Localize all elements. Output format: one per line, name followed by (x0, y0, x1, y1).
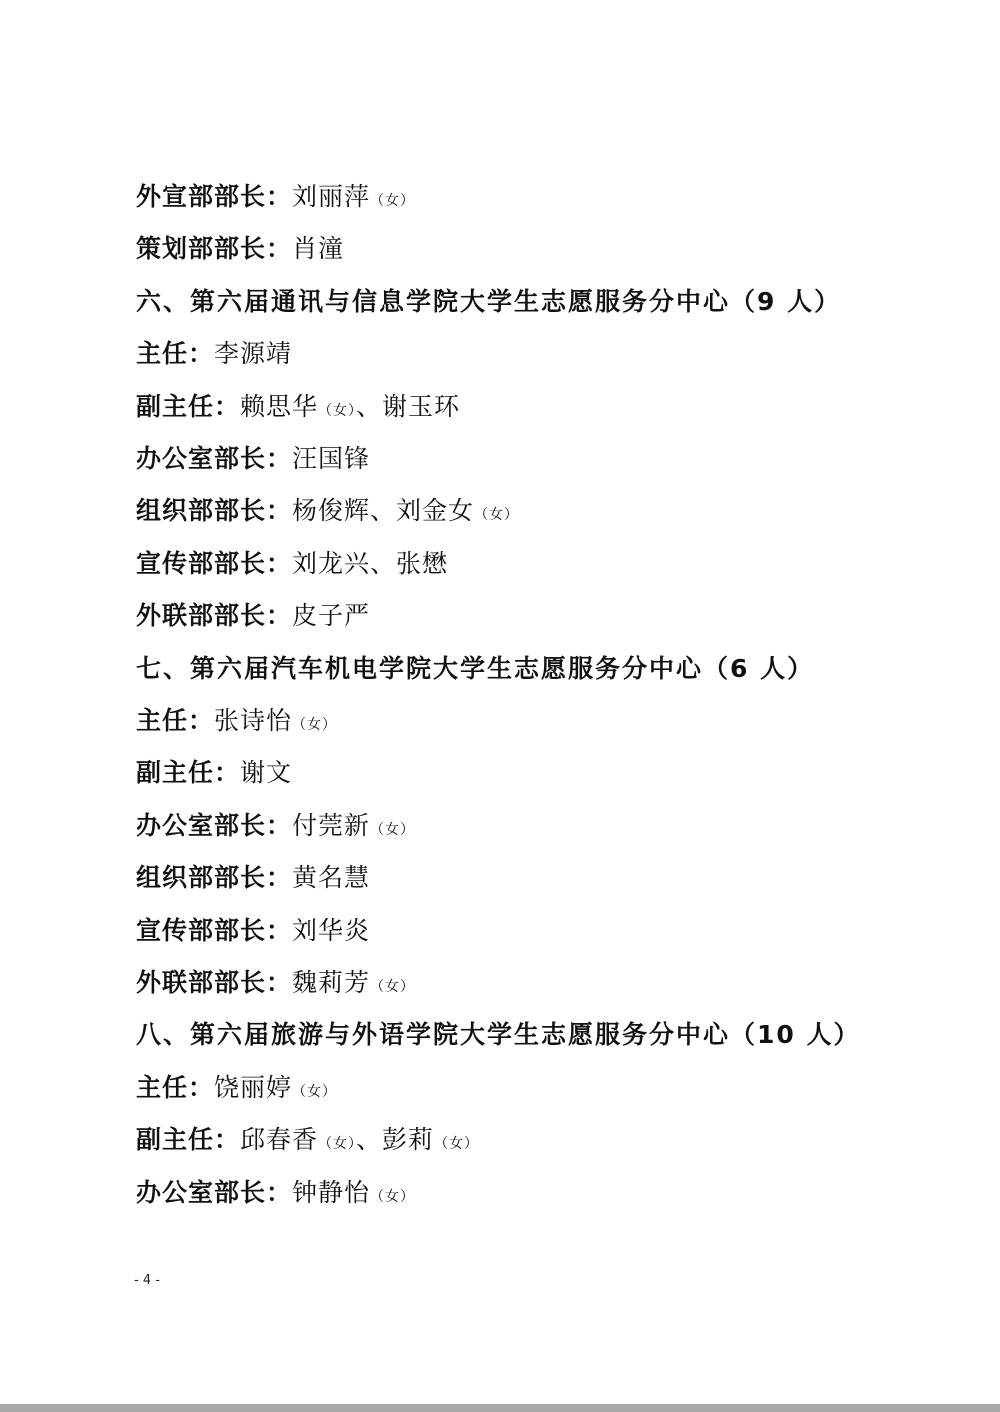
person-name: 谢玉环 (382, 391, 461, 421)
page-number: - 4 - (134, 1273, 160, 1288)
role-label: 办公室部长： (136, 1177, 293, 1207)
person-name: 黄名慧 (292, 863, 371, 893)
role-label: 主任： (136, 339, 215, 369)
role-line (136, 177, 896, 217)
gender-note: （女） (370, 1188, 416, 1205)
person-name: 刘金女 (396, 496, 475, 526)
role-label: 主任： (136, 1072, 215, 1102)
role-line (136, 753, 896, 793)
person-name: 杨俊辉 (292, 496, 371, 526)
person-name: 肖潼 (292, 234, 345, 264)
role-label: 主任： (136, 706, 215, 735)
person-name: 刘丽萍 (292, 182, 371, 211)
gender-note: （女） (318, 1136, 357, 1153)
role-line (136, 1068, 896, 1108)
role-line (136, 334, 896, 374)
role-line (136, 1173, 896, 1213)
gender-note: （女） (318, 402, 357, 419)
bottom-scrollbar-track[interactable] (0, 1404, 1000, 1412)
name-separator: 、 (370, 548, 397, 578)
role-label: 外联部部长： (136, 601, 293, 631)
name-separator: 、 (356, 1125, 383, 1155)
role-label: 外宣部部长： (136, 182, 293, 211)
person-name: 谢文 (240, 758, 293, 788)
gender-note: （女） (370, 979, 416, 995)
gender-note: （女） (474, 507, 520, 524)
section-heading: 六、第六届通讯与信息学院大学生志愿服务分中心（9 人） (136, 286, 842, 316)
person-name: 张诗怡 (214, 706, 293, 735)
role-line (136, 387, 896, 427)
gender-note: （女） (370, 193, 416, 209)
role-label: 副主任： (136, 1125, 241, 1155)
role-line (136, 911, 896, 951)
name-separator: 、 (370, 496, 397, 526)
role-line (136, 491, 896, 531)
role-line (136, 701, 896, 741)
role-label: 外联部部长： (136, 968, 293, 997)
role-line (136, 439, 896, 479)
role-label: 组织部部长： (136, 496, 293, 526)
person-name: 李源靖 (214, 339, 293, 369)
role-line (136, 544, 896, 584)
role-line (136, 229, 896, 269)
gender-note: （女） (434, 1136, 480, 1153)
gender-note: （女） (370, 821, 416, 838)
role-line (136, 1120, 896, 1160)
person-name: 汪国锋 (292, 444, 371, 473)
role-label: 宣传部部长： (136, 548, 293, 578)
role-line (136, 858, 896, 898)
person-name: 魏莉芳 (292, 968, 371, 997)
role-line (136, 806, 896, 846)
section-heading: 八、第六届旅游与外语学院大学生志愿服务分中心（10 人） (136, 1020, 861, 1050)
role-label: 宣传部部长： (136, 915, 293, 945)
role-label: 副主任： (136, 758, 241, 788)
person-name: 赖思华 (240, 391, 319, 421)
gender-note: （女） (292, 1083, 338, 1100)
name-separator: 、 (356, 391, 383, 421)
person-name: 刘华炎 (292, 915, 371, 945)
person-name: 张懋 (396, 548, 449, 578)
role-line (136, 596, 896, 636)
person-name: 刘龙兴 (292, 548, 371, 578)
role-line (136, 963, 896, 1003)
gender-note: （女） (292, 717, 338, 733)
person-name: 钟静怡 (292, 1177, 371, 1207)
person-name: 彭莉 (382, 1125, 435, 1155)
role-label: 副主任： (136, 391, 241, 421)
person-name: 邱春香 (240, 1125, 319, 1155)
role-label: 办公室部长： (136, 444, 293, 473)
person-name: 付莞新 (292, 810, 371, 840)
person-name: 饶丽婷 (214, 1072, 293, 1102)
role-label: 策划部部长： (136, 234, 293, 264)
section-heading: 七、第六届汽车机电学院大学生志愿服务分中心（6 人） (136, 653, 815, 683)
person-name: 皮子严 (292, 601, 371, 631)
role-label: 组织部部长： (136, 863, 293, 893)
role-label: 办公室部长： (136, 810, 293, 840)
